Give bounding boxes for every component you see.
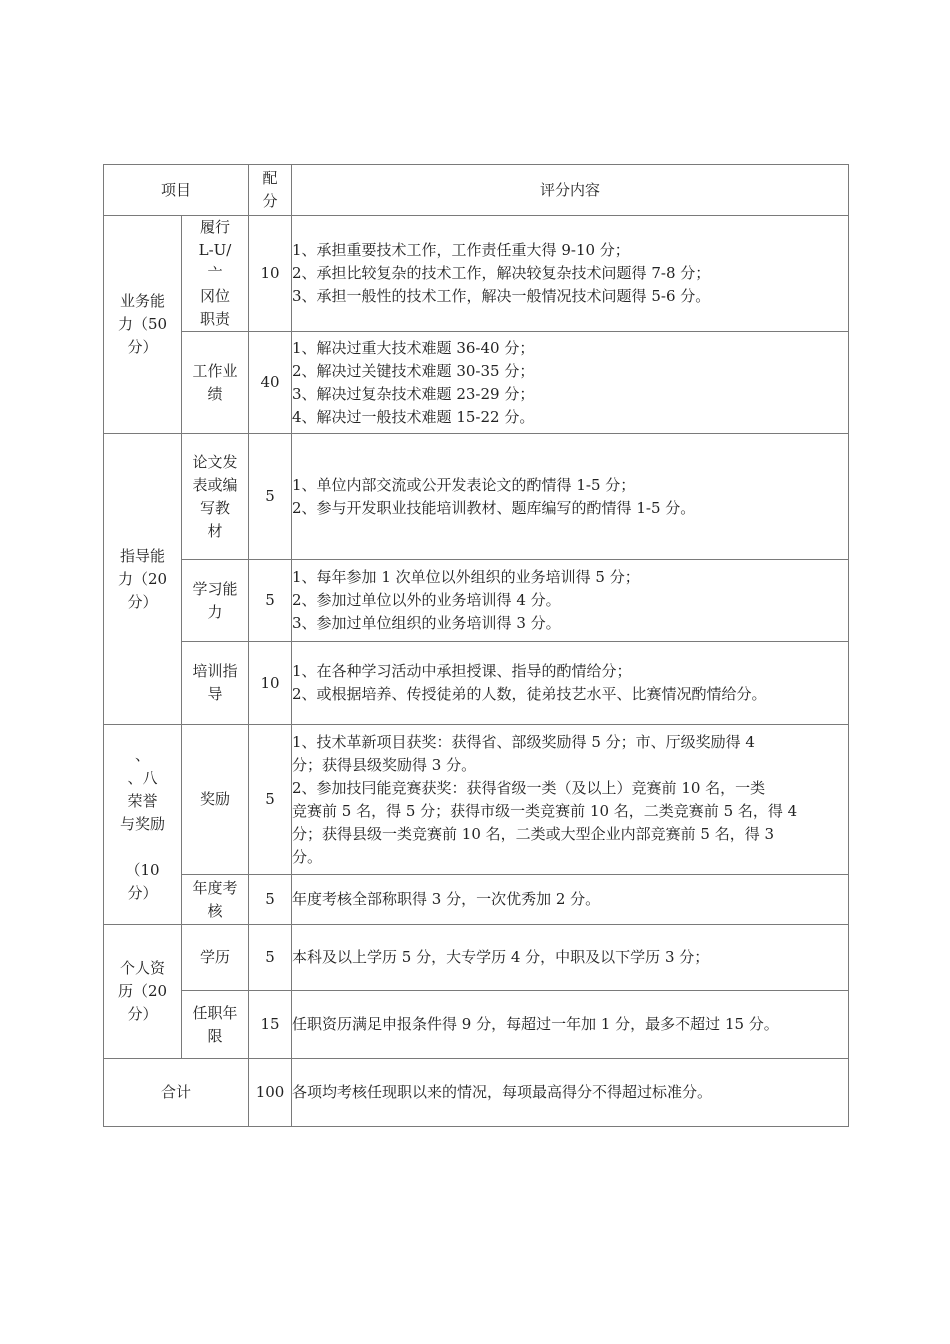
table-row bbox=[104, 216, 849, 332]
category-line: 与奖励 bbox=[119, 815, 165, 833]
content-line: 3、承担一般性的技术工作，解决一般情况技术问题得 5-6 分。 bbox=[292, 287, 711, 305]
content-cell bbox=[292, 991, 849, 1059]
subitem-line: 导 bbox=[207, 685, 223, 703]
table-row bbox=[104, 925, 849, 991]
points-cell: 5 bbox=[249, 725, 292, 875]
points-cell: 5 bbox=[249, 875, 292, 925]
points-cell: 5 bbox=[249, 434, 292, 560]
total-content: 各项均考核任现职以来的情况，每项最高得分不得超过标准分。 bbox=[292, 1059, 849, 1127]
subitem-line: 表或编 bbox=[192, 475, 238, 494]
subitem-line: 履行 bbox=[200, 218, 231, 236]
points-cell: 5 bbox=[249, 560, 292, 642]
content-line: 2、承担比较复杂的技术工作，解决较复杂技术问题得 7-8 分； bbox=[292, 264, 711, 282]
total-row bbox=[104, 1059, 849, 1127]
subitem-cell bbox=[182, 991, 249, 1059]
points-cell: 5 bbox=[249, 925, 292, 991]
scoring-table bbox=[103, 164, 849, 1127]
subitem-line: 奖励 bbox=[200, 790, 231, 808]
content-cell bbox=[292, 332, 849, 434]
category-line: 分） bbox=[127, 1005, 158, 1023]
total-label: 合计 bbox=[104, 1059, 249, 1127]
subitem-line: L-U/ bbox=[198, 241, 232, 259]
content-cell bbox=[292, 642, 849, 725]
category-line: 、八 bbox=[127, 769, 158, 787]
header-item: 项目 bbox=[104, 165, 249, 216]
content-line: 2、参加过单位以外的业务培训得 4 分。 bbox=[292, 591, 561, 609]
content-line: 竞赛前 5 名，得 5 分；获得市级一类竞赛前 10 名，二类竞赛前 5 名，得 4 bbox=[292, 801, 798, 820]
table-row bbox=[104, 560, 849, 642]
table-row bbox=[104, 991, 849, 1059]
category-line: 分） bbox=[127, 592, 158, 611]
subitem-line: 冈位 bbox=[200, 287, 231, 305]
table-row bbox=[104, 725, 849, 875]
content-line: 2、参加技冃能竞赛获奖：获得省级一类（及以上）竞赛前 10 名，一类 bbox=[292, 778, 766, 797]
category-line: 、 bbox=[134, 746, 150, 764]
content-cell bbox=[292, 216, 849, 332]
subitem-line: 写教 bbox=[200, 498, 231, 517]
points-cell: 10 bbox=[249, 216, 292, 332]
points-cell: 15 bbox=[249, 991, 292, 1059]
content-line: 2、或根据培养、传授徒弟的人数，徒弟技艺水平、比赛情况酌情给分。 bbox=[292, 685, 767, 703]
content-line: 3、参加过单位组织的业务培训得 3 分。 bbox=[292, 614, 561, 632]
category-line bbox=[104, 836, 181, 859]
subitem-line: 年度考 bbox=[192, 878, 238, 897]
subitem-cell bbox=[182, 875, 249, 925]
content-line: 分；获得县级一类竞赛前 10 名，二类或大型企业内部竞赛前 5 名，得 3 bbox=[292, 824, 775, 843]
table-row bbox=[104, 332, 849, 434]
category-cell bbox=[104, 925, 182, 1059]
content-line: 1、解决过重大技术难题 36-40 分； bbox=[292, 338, 535, 357]
points-cell: 40 bbox=[249, 332, 292, 434]
subitem-cell bbox=[182, 725, 249, 875]
table-row bbox=[104, 642, 849, 725]
content-line: 分。 bbox=[292, 847, 323, 866]
content-line: 1、在各种学习活动中承担授课、指导的酌情给分； bbox=[292, 662, 632, 680]
category-line: 历（20 bbox=[117, 982, 168, 1000]
subitem-cell bbox=[182, 642, 249, 725]
subitem-line: 职责 bbox=[200, 310, 231, 328]
subitem-line: 绩 bbox=[207, 384, 223, 403]
subitem-line: 论文发 bbox=[192, 452, 238, 471]
header-content: 评分内容 bbox=[292, 165, 849, 216]
content-line: 年度考核全部称职得 3 分，一次优秀加 2 分。 bbox=[292, 890, 601, 908]
category-line: 个人资 bbox=[119, 959, 165, 977]
content-line: 2、解决过关键技术难题 30-35 分； bbox=[292, 361, 535, 380]
content-line: 3、解决过复杂技术难题 23-29 分； bbox=[292, 384, 535, 403]
category-line: （10 bbox=[125, 861, 160, 879]
subitem-line: 工作业 bbox=[192, 361, 238, 380]
header-points-line2: 分 bbox=[262, 192, 278, 210]
subitem-cell bbox=[182, 434, 249, 560]
content-line: 任职资历满足申报条件得 9 分，每超过一年加 1 分，最多不超过 15 分。 bbox=[292, 1015, 779, 1033]
header-points-line1: 配 bbox=[262, 169, 278, 187]
category-line: 力（20 bbox=[117, 569, 168, 588]
category-line: 荣誉 bbox=[127, 792, 158, 810]
content-line: 1、单位内部交流或公开发表论文的酌情得 1-5 分； bbox=[292, 475, 636, 494]
content-line: 2、参与开发职业技能培训教材、题库编写的酌情得 1-5 分。 bbox=[292, 498, 696, 517]
header-row bbox=[104, 165, 849, 216]
subitem-line: 学历 bbox=[200, 948, 231, 966]
table-row bbox=[104, 434, 849, 560]
points-cell: 10 bbox=[249, 642, 292, 725]
content-line: 4、解决过一般技术难题 15-22 分。 bbox=[292, 407, 535, 426]
total-points: 100 bbox=[249, 1059, 292, 1127]
content-line: 1、承担重要技术工作，工作责任重大得 9-10 分； bbox=[292, 241, 630, 259]
content-cell bbox=[292, 925, 849, 991]
subitem-cell bbox=[182, 560, 249, 642]
category-line: 分） bbox=[127, 338, 158, 356]
content-line: 本科及以上学历 5 分，大专学历 4 分，中职及以下学历 3 分； bbox=[292, 948, 710, 966]
category-line: 分） bbox=[127, 884, 158, 902]
content-cell bbox=[292, 434, 849, 560]
subitem-cell bbox=[182, 332, 249, 434]
subitem-cell bbox=[182, 925, 249, 991]
category-cell bbox=[104, 725, 182, 925]
content-line: 分；获得县级奖励得 3 分。 bbox=[292, 755, 477, 774]
subitem-line: 任职年 bbox=[192, 1003, 238, 1022]
scoring-table-body bbox=[104, 165, 849, 1127]
content-line: 1、每年参加 1 次单位以外组织的业务培训得 5 分； bbox=[292, 568, 640, 586]
content-cell bbox=[292, 725, 849, 875]
subitem-line: 材 bbox=[207, 521, 223, 540]
category-cell bbox=[104, 434, 182, 725]
table-row bbox=[104, 875, 849, 925]
subitem-line: 核 bbox=[207, 901, 223, 920]
content-line: 1、技术革新项目获奖：获得省、部级奖励得 5 分；市、厅级奖励得 4 bbox=[292, 732, 755, 751]
content-cell bbox=[292, 875, 849, 925]
category-line: 业务能 bbox=[119, 292, 165, 310]
subitem-line: 亠 bbox=[207, 264, 223, 282]
subitem-line: 力 bbox=[207, 602, 223, 621]
subitem-line: 学习能 bbox=[192, 579, 238, 598]
subitem-line: 培训指 bbox=[192, 662, 238, 680]
category-line: 力（50 bbox=[117, 315, 168, 333]
subitem-cell bbox=[182, 216, 249, 332]
content-cell bbox=[292, 560, 849, 642]
category-line: 指导能 bbox=[119, 546, 165, 565]
header-points bbox=[249, 165, 292, 216]
category-cell bbox=[104, 216, 182, 434]
subitem-line: 限 bbox=[207, 1026, 223, 1045]
